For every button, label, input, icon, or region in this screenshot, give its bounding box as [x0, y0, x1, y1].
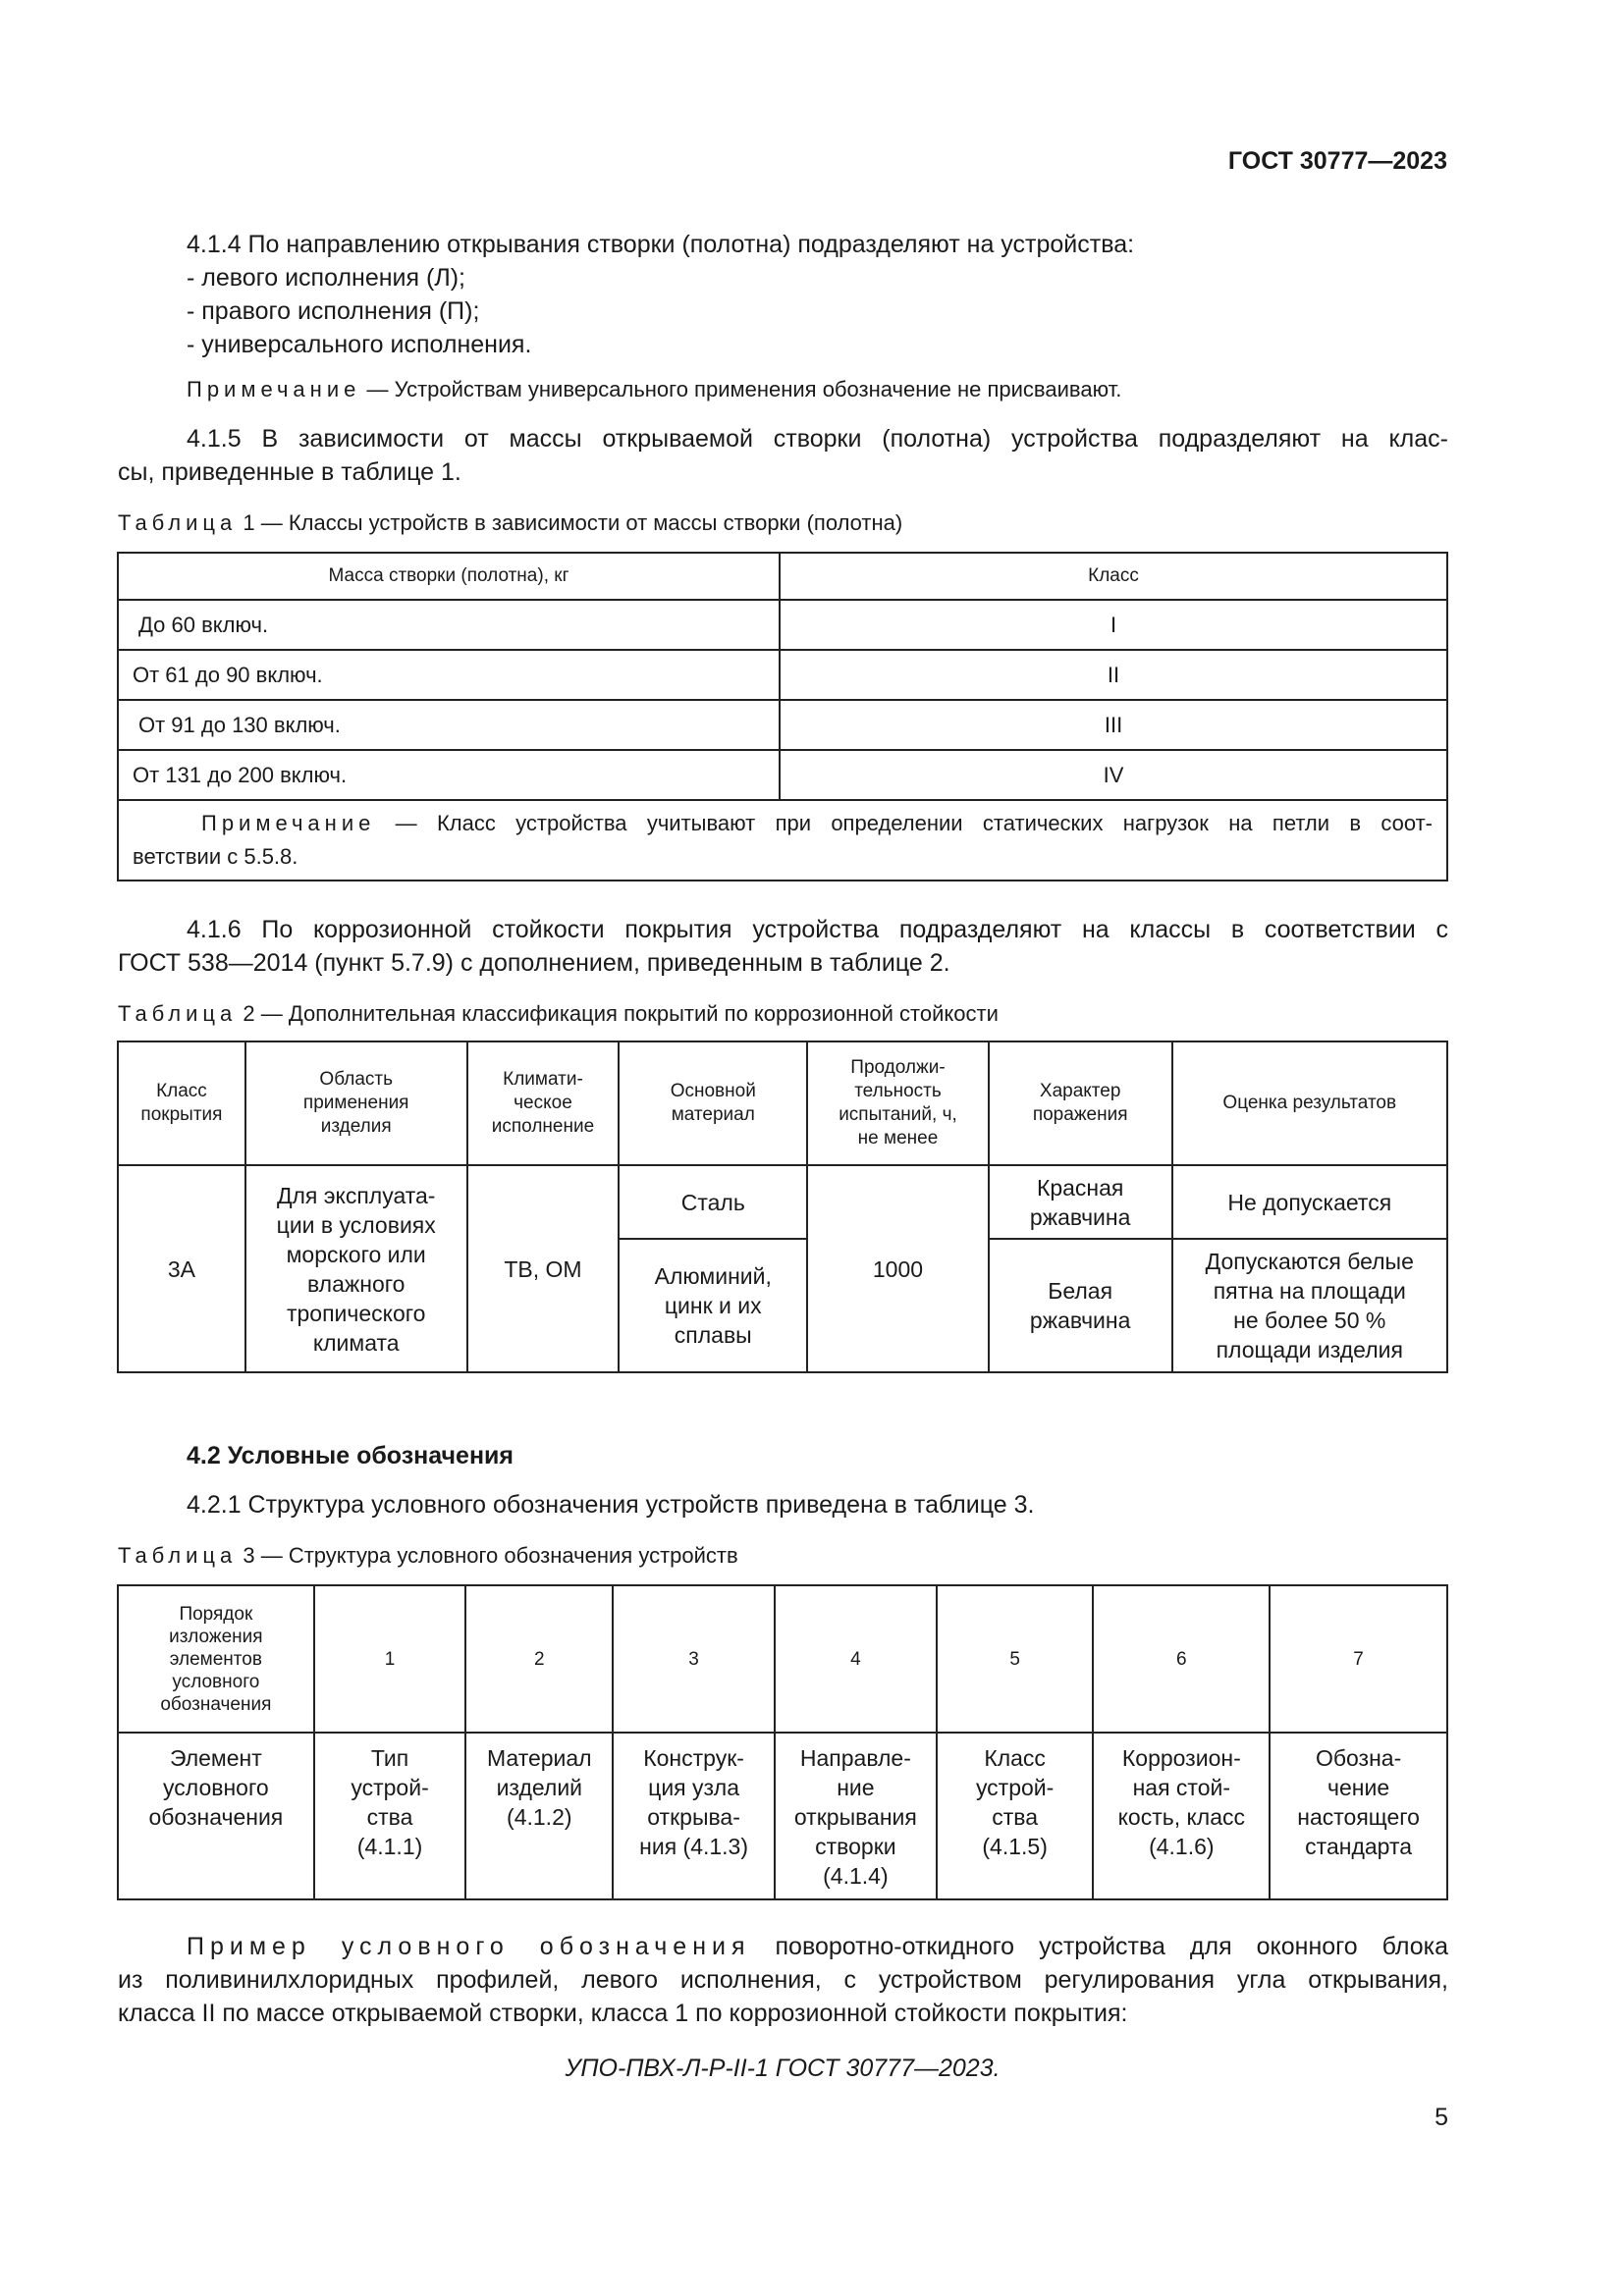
table-row: [118, 700, 1447, 750]
table2-cell-class: 3А: [118, 1165, 245, 1372]
header-line: применения: [302, 1093, 409, 1113]
table1-note-line2: ветствии с 5.5.8.: [133, 844, 298, 869]
example-line1-text: поворотно-откидного устройства для оконного блока: [750, 1933, 1448, 1960]
cell-line: (4.1.5): [982, 1834, 1048, 1859]
table2-header-duration: [807, 1041, 989, 1165]
header-line: испытаний, ч,: [839, 1104, 957, 1125]
page-number: 5: [1435, 2104, 1448, 2131]
table3-header-number: 2: [465, 1585, 613, 1733]
table-row: [118, 750, 1447, 800]
table3-header-number: 1: [314, 1585, 466, 1733]
table2-header-area: [245, 1041, 467, 1165]
cell-line: ства: [992, 1804, 1039, 1830]
table1-cell-mass: От 61 до 90 включ.: [118, 650, 780, 700]
table-row: [118, 650, 1447, 700]
table2-header-material: [619, 1041, 807, 1165]
note-4-1-4: [187, 377, 1121, 402]
header-line: Класс: [156, 1081, 207, 1101]
cell-line: (4.1.1): [356, 1834, 423, 1859]
table2-caption-text: 2 — Дополнительная классификация покрытий по коррозионной стойкости: [237, 1001, 999, 1026]
cell-line: Коррозион-: [1121, 1745, 1241, 1771]
table-row: [118, 1733, 1447, 1899]
table2-caption: [118, 1001, 999, 1027]
table3-header-row: [118, 1585, 1447, 1733]
table3-caption-label: Таблица: [118, 1543, 238, 1568]
table3-cell-element: [775, 1733, 937, 1899]
cell-line: Белая: [1048, 1278, 1113, 1304]
cell-line: ржавчина: [1029, 1308, 1131, 1333]
table3-header-number: 7: [1270, 1585, 1447, 1733]
table1-cell-class: II: [780, 650, 1447, 700]
section-4-1-6-line1: 4.1.6 По коррозионной стойкости покрытия устройства подразделяют на классы в соответствии с: [187, 916, 1448, 943]
example-label: Пример условного обозначения: [187, 1933, 751, 1960]
table2-cell-damage: [989, 1239, 1172, 1372]
table3: [117, 1584, 1448, 1900]
cell-line: ция узла: [648, 1775, 740, 1800]
cell-line: кость, класс: [1117, 1804, 1246, 1830]
cell-line: ржавчина: [1029, 1203, 1131, 1230]
table2-header-damage: [989, 1041, 1172, 1165]
table2-cell-result: Не допускается: [1172, 1165, 1447, 1239]
header-line: элементов: [169, 1648, 262, 1670]
header-line: условного: [172, 1671, 260, 1692]
table1-cell-class: I: [780, 600, 1447, 650]
table3-caption-text: 3 — Структура условного обозначения устройств: [237, 1543, 738, 1568]
cell-line: цинк и их: [664, 1293, 762, 1318]
table-row: [118, 600, 1447, 650]
header-line: исполнение: [491, 1116, 595, 1137]
table3-cell-element: [937, 1733, 1094, 1899]
list-item: - универсального исполнения.: [187, 331, 532, 358]
table3-cell-element: [613, 1733, 775, 1899]
header-line: материал: [671, 1104, 755, 1125]
header-line: Характер: [1039, 1081, 1121, 1101]
standard-header: ГОСТ 30777—2023: [1227, 147, 1447, 175]
table3-header-number: 5: [937, 1585, 1094, 1733]
cell-line: Конструк-: [643, 1745, 744, 1771]
table1-note-label: Примечание: [201, 811, 376, 835]
cell-line: климата: [312, 1329, 400, 1356]
table3-caption: [118, 1543, 738, 1569]
header-line: Продолжи-: [850, 1057, 946, 1078]
table2-header-row: [118, 1041, 1447, 1165]
table1-note-row: [118, 800, 1447, 881]
table3-cell-element: [465, 1733, 613, 1899]
header-line: Область: [319, 1069, 393, 1090]
cell-line: чение: [1327, 1775, 1390, 1800]
table1-caption-text: 1 — Классы устройств в зависимости от массы створки (полотна): [237, 510, 903, 535]
header-line: не менее: [857, 1128, 939, 1148]
table3-cell-element-label: [118, 1733, 314, 1899]
example-line2: из поливинилхлоридных профилей, левого исполнения, с устройством регулирования угла открывания,: [118, 1966, 1448, 1994]
cell-line: ции в условиях: [276, 1211, 436, 1238]
header-line: поражения: [1032, 1104, 1128, 1125]
table2-cell-area: [245, 1165, 467, 1372]
table1-note: [118, 800, 1447, 881]
table1-caption: [118, 510, 902, 536]
example-designation: УПО-ПВХ-Л-Р-II-1 ГОСТ 30777—2023.: [565, 2055, 1001, 2082]
table3-header-number: 3: [613, 1585, 775, 1733]
table1-cell-class: III: [780, 700, 1447, 750]
section-4-1-5-line1: 4.1.5 В зависимости от массы открываемой створки (полотна) устройства подразделяют на клас-: [187, 425, 1448, 453]
header-line: Порядок: [179, 1603, 253, 1625]
header-line: изложения: [169, 1626, 263, 1647]
header-line: тельность: [854, 1081, 942, 1101]
table1-cell-class: IV: [780, 750, 1447, 800]
cell-line: не более 50 %: [1233, 1308, 1386, 1333]
cell-line: Для эксплуата-: [276, 1182, 436, 1208]
table3-cell-element: [314, 1733, 466, 1899]
table3-header-order: [118, 1585, 314, 1733]
header-line: Климати-: [503, 1069, 583, 1090]
table2-cell-climate: ТВ, ОМ: [467, 1165, 620, 1372]
cell-line: створки: [815, 1834, 896, 1859]
cell-line: Обозна-: [1315, 1745, 1402, 1771]
cell-line: обозначения: [148, 1804, 284, 1830]
header-line: ческое: [514, 1093, 572, 1113]
list-item: - левого исполнения (Л);: [187, 264, 465, 292]
cell-line: Алюминий,: [654, 1263, 772, 1289]
header-line: покрытия: [140, 1104, 223, 1125]
table3-header-number: 6: [1093, 1585, 1270, 1733]
cell-line: площади изделия: [1216, 1337, 1403, 1362]
table1-cell-mass: От 91 до 130 включ.: [118, 700, 780, 750]
table2-header-class: [118, 1041, 245, 1165]
cell-line: открыва-: [647, 1804, 740, 1830]
note-text: — Устройствам универсального применения обозначение не присваивают.: [360, 377, 1122, 401]
cell-line: влажного: [306, 1270, 406, 1297]
table2-header-climate: [467, 1041, 620, 1165]
cell-line: Направле-: [799, 1745, 911, 1771]
table3-cell-element: [1093, 1733, 1270, 1899]
note-label: Примечание: [187, 377, 361, 401]
table1-note-line1: — Класс устройства учитывают при определении статических нагрузок на петли в соот-: [375, 811, 1433, 835]
header-line: обозначения: [160, 1693, 272, 1715]
example-line1: [187, 1930, 1448, 1963]
cell-line: ние: [837, 1775, 875, 1800]
cell-line: ная стой-: [1132, 1775, 1231, 1800]
table2-cell-result: [1172, 1239, 1447, 1372]
list-item: - правого исполнения (П);: [187, 297, 480, 325]
cell-line: Красная: [1036, 1174, 1124, 1201]
section-4-1-6-line2: ГОСТ 538—2014 (пункт 5.7.9) с дополнением, приведенным в таблице 2.: [118, 949, 950, 977]
header-line: Основной: [670, 1081, 756, 1101]
cell-line: Материал: [486, 1745, 592, 1771]
cell-line: устрой-: [351, 1775, 429, 1800]
section-4-1-4-intro: 4.1.4 По направлению открывания створки (полотна) подразделяют на устройства:: [187, 231, 1135, 258]
section-4-1-5-line2: сы, приведенные в таблице 1.: [118, 458, 461, 486]
table3-header-number: 4: [775, 1585, 937, 1733]
table1-header-class: Класс: [780, 553, 1447, 600]
table1: [117, 552, 1448, 881]
cell-line: настоящего: [1297, 1804, 1420, 1830]
table2-cell-material: Сталь: [619, 1165, 807, 1239]
table-row: [118, 1165, 1447, 1239]
cell-line: устрой-: [975, 1775, 1055, 1800]
table2: [117, 1041, 1448, 1373]
table3-cell-element: [1270, 1733, 1447, 1899]
table2-cell-duration: 1000: [807, 1165, 989, 1372]
cell-line: Элемент: [169, 1745, 262, 1771]
cell-line: стандарта: [1305, 1834, 1413, 1859]
section-4-2-1: 4.2.1 Структура условного обозначения устройств приведена в таблице 3.: [187, 1491, 1035, 1519]
cell-line: морского или: [286, 1241, 426, 1267]
cell-line: Допускаются белые: [1205, 1249, 1414, 1274]
table2-caption-label: Таблица: [118, 1001, 238, 1026]
cell-line: ния (4.1.3): [639, 1834, 749, 1859]
table2-cell-material: [619, 1239, 807, 1372]
header-line: изделия: [320, 1116, 392, 1137]
cell-line: (4.1.2): [507, 1804, 572, 1830]
cell-line: Тип: [370, 1745, 409, 1771]
cell-line: тропического: [286, 1300, 426, 1326]
table2-header-result: [1172, 1041, 1447, 1165]
table1-cell-mass: От 131 до 200 включ.: [118, 750, 780, 800]
cell-line: изделий: [496, 1775, 583, 1800]
cell-line: Класс: [984, 1745, 1046, 1771]
cell-line: ства: [366, 1804, 413, 1830]
cell-line: (4.1.4): [823, 1863, 889, 1889]
cell-line: сплавы: [674, 1322, 752, 1348]
example-line3: класса II по массе открываемой створки, класса 1 по коррозионной стойкости покрытия:: [118, 2000, 1128, 2027]
table2-cell-damage: [989, 1165, 1172, 1239]
cell-line: открывания: [793, 1804, 917, 1830]
header-line: Оценка результатов: [1222, 1093, 1397, 1113]
cell-line: (4.1.6): [1149, 1834, 1215, 1859]
table1-cell-mass: До 60 включ.: [118, 600, 780, 650]
cell-line: пятна на площади: [1213, 1278, 1406, 1304]
table1-caption-label: Таблица: [118, 510, 238, 535]
table1-header-mass: Масса створки (полотна), кг: [118, 553, 780, 600]
section-4-2-heading: 4.2 Условные обозначения: [187, 1442, 514, 1469]
cell-line: условного: [163, 1775, 269, 1800]
